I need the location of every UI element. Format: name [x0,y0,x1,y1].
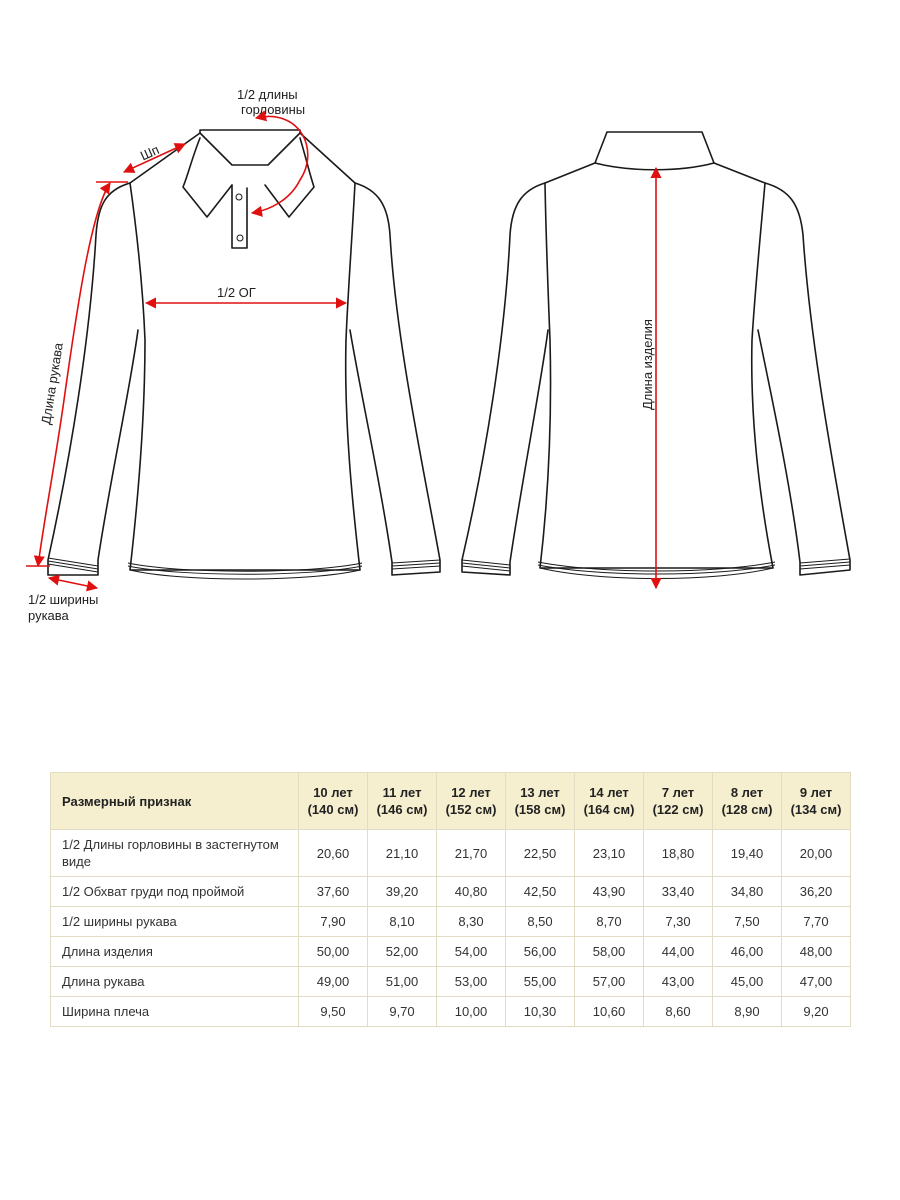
table-header-size [575,773,644,830]
table-row [51,967,851,997]
table-cell-value: 36,20 [782,877,851,907]
table-header-size [368,773,437,830]
table-row [51,830,851,877]
table-cell-value: 21,10 [368,830,437,877]
table-header-row [51,773,851,830]
table-cell-value: 7,70 [782,907,851,937]
table-header-size [713,773,782,830]
table-cell-value: 49,00 [299,967,368,997]
table-cell-value: 55,00 [506,967,575,997]
row-feature-name: 1/2 Обхват груди под проймой [51,877,299,907]
table-cell-value: 23,10 [575,830,644,877]
size-height: (122 см) [652,802,704,817]
table-row [51,877,851,907]
row-feature-name: 1/2 ширины рукава [51,907,299,937]
table-cell-value: 45,00 [713,967,782,997]
size-height: (128 см) [721,802,773,817]
size-table [50,772,851,1027]
size-height: (134 см) [790,802,842,817]
size-age: 7 лет [661,785,695,800]
size-age: 12 лет [451,785,491,800]
table-cell-value: 10,30 [506,997,575,1027]
row-feature-name: Длина рукава [51,967,299,997]
table-cell-value: 10,60 [575,997,644,1027]
label-sleeve-length: Длина рукава [38,341,66,426]
table-cell-value: 10,00 [437,997,506,1027]
table-header-size [644,773,713,830]
label-chest-half: 1/2 ОГ [217,285,256,300]
table-header-size [506,773,575,830]
table-header-size [437,773,506,830]
table-cell-value: 19,40 [713,830,782,877]
size-age: 13 лет [520,785,560,800]
table-row [51,937,851,967]
size-height: (146 см) [376,802,428,817]
label-neck-half-line1: 1/2 длины [237,87,298,102]
table-cell-value: 20,60 [299,830,368,877]
size-age: 14 лет [589,785,629,800]
table-cell-value: 57,00 [575,967,644,997]
table-cell-value: 53,00 [437,967,506,997]
size-age: 11 лет [382,785,422,800]
table-cell-value: 39,20 [368,877,437,907]
row-feature-name: Длина изделия [51,937,299,967]
label-sleeve-width-line2: рукава [28,608,69,623]
table-cell-value: 7,90 [299,907,368,937]
table-cell-value: 43,00 [644,967,713,997]
label-sleeve-width-line1: 1/2 ширины [28,592,99,607]
table-cell-value: 7,30 [644,907,713,937]
table-cell-value: 56,00 [506,937,575,967]
table-cell-value: 9,20 [782,997,851,1027]
table-cell-value: 7,50 [713,907,782,937]
table-cell-value: 51,00 [368,967,437,997]
size-height: (158 см) [514,802,566,817]
table-cell-value: 54,00 [437,937,506,967]
size-height: (152 см) [445,802,497,817]
table-cell-value: 40,80 [437,877,506,907]
table-cell-value: 18,80 [644,830,713,877]
label-shoulder: Шп [138,141,162,164]
table-header-size [782,773,851,830]
table-header-size [299,773,368,830]
table-cell-value: 33,40 [644,877,713,907]
row-feature-name: Ширина плеча [51,997,299,1027]
size-age: 9 лет [799,785,833,800]
table-cell-value: 48,00 [782,937,851,967]
measurement-sleeve-length [26,182,128,566]
size-height: (164 см) [583,802,635,817]
front-view-shirt [48,130,440,579]
table-cell-value: 47,00 [782,967,851,997]
size-height: (140 см) [307,802,359,817]
table-cell-value: 9,50 [299,997,368,1027]
table-cell-value: 21,70 [437,830,506,877]
table-cell-value: 50,00 [299,937,368,967]
table-cell-value: 46,00 [713,937,782,967]
size-age: 10 лет [313,785,353,800]
row-feature-name: 1/2 Длины горловины в застегнутом виде [51,830,299,877]
table-cell-value: 37,60 [299,877,368,907]
table-cell-value: 52,00 [368,937,437,967]
table-cell-value: 8,30 [437,907,506,937]
table-header-feature: Размерный признак [51,773,299,830]
table-cell-value: 34,80 [713,877,782,907]
table-cell-value: 20,00 [782,830,851,877]
table-cell-value: 8,10 [368,907,437,937]
table-cell-value: 8,90 [713,997,782,1027]
label-product-length: Длина изделия [640,319,655,410]
table-cell-value: 9,70 [368,997,437,1027]
table-cell-value: 44,00 [644,937,713,967]
table-cell-value: 42,50 [506,877,575,907]
table-cell-value: 43,90 [575,877,644,907]
table-cell-value: 58,00 [575,937,644,967]
label-neck-half-line2: горловины [241,102,306,117]
size-age: 8 лет [730,785,764,800]
table-cell-value: 8,50 [506,907,575,937]
table-cell-value: 8,60 [644,997,713,1027]
table-cell-value: 22,50 [506,830,575,877]
table-row [51,997,851,1027]
table-cell-value: 8,70 [575,907,644,937]
table-body [51,830,851,1027]
table-row [51,907,851,937]
measurement-sleeve-width [49,578,97,588]
